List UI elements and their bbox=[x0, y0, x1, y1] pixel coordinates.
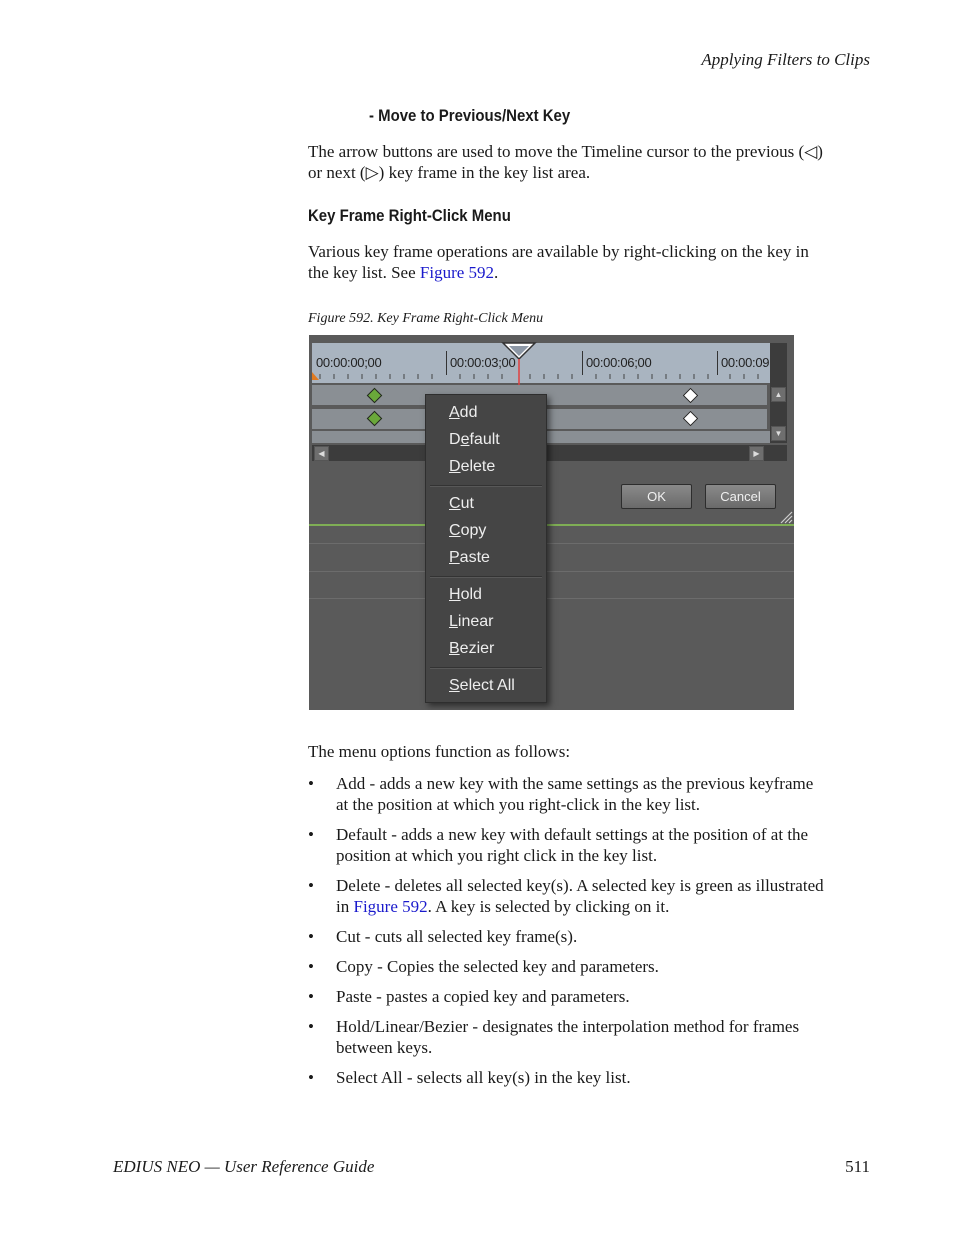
list-item bbox=[308, 773, 873, 815]
para-line: Various key frame operations are available by right-clicking on the key in bbox=[308, 242, 809, 261]
menu-item-default[interactable]: Default bbox=[449, 431, 500, 448]
para-line: The arrow buttons are used to move the Timeline cursor to the previous (◁) bbox=[308, 142, 823, 161]
list-line: position at which you right click in the key list. bbox=[336, 846, 658, 865]
list-line bbox=[336, 896, 873, 917]
figure-link[interactable]: Figure 592 bbox=[419, 263, 495, 282]
vertical-scrollbar[interactable] bbox=[770, 343, 787, 443]
list-line: between keys. bbox=[336, 1038, 433, 1057]
list-line: Hold/Linear/Bezier - designates the interpolation method for frames bbox=[336, 1017, 800, 1036]
page-number: 511 bbox=[845, 1157, 870, 1176]
page-header: Applying Filters to Clips bbox=[701, 50, 870, 69]
list-line: Add - adds a new key with the same settings as the previous keyframe bbox=[336, 774, 814, 793]
text: . A key is selected by clicking on it. bbox=[427, 897, 670, 916]
divider bbox=[309, 571, 794, 572]
green-divider bbox=[309, 524, 794, 526]
bullet: • bbox=[308, 927, 314, 946]
figure-caption: Figure 592. Key Frame Right-Click Menu bbox=[308, 311, 544, 326]
timecode: 00:00:00;00 bbox=[316, 355, 382, 370]
para-line: or next (▷) key frame in the key list area. bbox=[308, 163, 591, 182]
list-line: Default - adds a new key with default settings at the position of at the bbox=[336, 825, 809, 844]
horizontal-scrollbar[interactable] bbox=[312, 445, 787, 461]
resize-grip-icon[interactable] bbox=[779, 510, 793, 524]
bullet: • bbox=[308, 1017, 314, 1036]
paragraph-operations bbox=[308, 241, 873, 283]
menu-item-linear[interactable]: Linear bbox=[449, 613, 494, 630]
list-item bbox=[308, 875, 873, 917]
list-item bbox=[308, 1016, 873, 1058]
keyframe-screenshot bbox=[309, 335, 794, 710]
intro-text: The menu options function as follows: bbox=[308, 742, 571, 761]
list-line: Select All - selects all key(s) in the key list. bbox=[336, 1068, 631, 1087]
bullet: • bbox=[308, 957, 314, 976]
divider bbox=[309, 543, 794, 544]
menu-options-list bbox=[308, 773, 873, 1097]
footer-title: EDIUS NEO — User Reference Guide bbox=[113, 1157, 375, 1176]
list-line: Copy - Copies the selected key and parameters. bbox=[336, 957, 659, 976]
list-line: Paste - pastes a copied key and parameters. bbox=[336, 987, 630, 1006]
menu-separator bbox=[430, 485, 542, 487]
scroll-up-arrow-icon[interactable]: ▲ bbox=[771, 387, 786, 402]
text: . bbox=[494, 263, 499, 282]
menu-item-bezier[interactable]: Bezier bbox=[449, 640, 495, 657]
list-line: Delete - deletes all selected key(s). A selected key is green as illustrated bbox=[336, 876, 824, 895]
section-heading: Key Frame Right-Click Menu bbox=[308, 206, 511, 225]
keyframe-context-menu bbox=[425, 394, 547, 703]
paragraph-arrow-buttons bbox=[308, 141, 873, 183]
menu-item-delete[interactable]: Delete bbox=[449, 458, 496, 475]
text: in bbox=[336, 897, 354, 916]
bullet: • bbox=[308, 825, 314, 844]
subheading: - Move to Previous/Next Key bbox=[369, 106, 571, 125]
para-line bbox=[308, 262, 873, 283]
menu-item-select-all[interactable]: Select All bbox=[449, 677, 515, 694]
list-item bbox=[308, 956, 873, 977]
menu-item-copy[interactable]: Copy bbox=[449, 522, 487, 539]
scroll-right-arrow-icon[interactable]: ▶ bbox=[749, 446, 764, 461]
bullet: • bbox=[308, 1068, 314, 1087]
timecode: 00:00:06;00 bbox=[586, 355, 652, 370]
bullet: • bbox=[308, 876, 314, 895]
timeline-ruler[interactable] bbox=[312, 343, 770, 383]
menu-separator bbox=[430, 667, 542, 669]
ruler-minor-ticks bbox=[312, 371, 770, 381]
ok-button[interactable]: OK bbox=[621, 484, 692, 509]
list-item bbox=[308, 986, 873, 1007]
list-item bbox=[308, 926, 873, 947]
list-line: at the position at which you right-click in the key list. bbox=[336, 795, 701, 814]
figure-link[interactable]: Figure 592 bbox=[353, 897, 428, 916]
timecode: 00:00:09 bbox=[721, 355, 770, 370]
timecode: 00:00:03;00 bbox=[450, 355, 516, 370]
scroll-left-arrow-icon[interactable]: ◀ bbox=[314, 446, 329, 461]
list-item bbox=[308, 824, 873, 866]
menu-item-paste[interactable]: Paste bbox=[449, 549, 490, 566]
list-line: Cut - cuts all selected key frame(s). bbox=[336, 927, 578, 946]
text: the key list. See bbox=[308, 263, 420, 282]
menu-separator bbox=[430, 576, 542, 578]
list-item bbox=[308, 1067, 873, 1088]
scroll-down-arrow-icon[interactable]: ▼ bbox=[771, 426, 786, 441]
menu-item-cut[interactable]: Cut bbox=[449, 495, 474, 512]
bullet: • bbox=[308, 774, 314, 793]
menu-item-add[interactable]: Add bbox=[449, 404, 478, 421]
divider bbox=[309, 598, 794, 599]
bullet: • bbox=[308, 987, 314, 1006]
cancel-button[interactable]: Cancel bbox=[705, 484, 776, 509]
menu-item-hold[interactable]: Hold bbox=[449, 586, 482, 603]
